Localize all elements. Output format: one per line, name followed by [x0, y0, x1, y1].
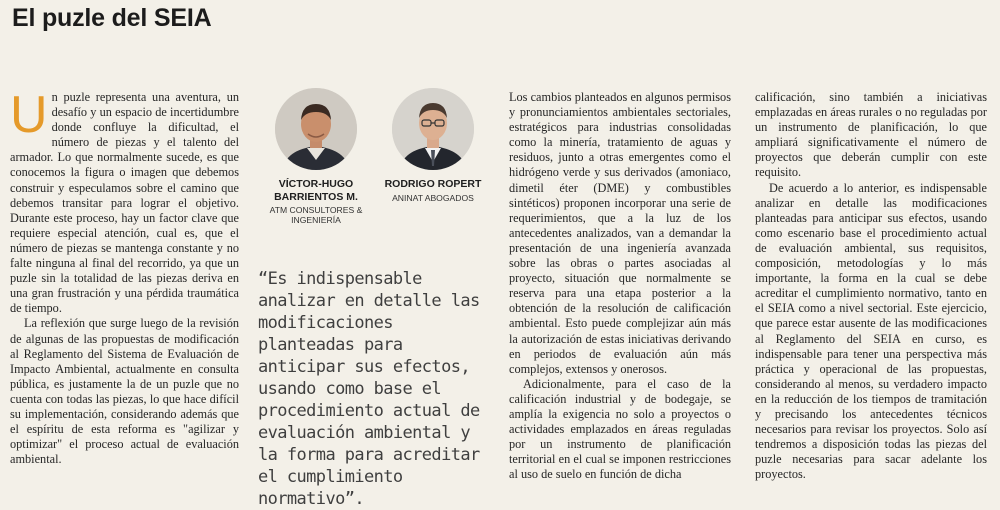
paragraph: La reflexión que surge luego de la revisión de algunas de las propuestas de modificación al Reglamento del Sistema de Evaluación de Impacto Ambiental, actualmente en consulta pública, es justamente la de un puzle que no cuenta con todas las piezas, lo que hace difícil su implementación, considerando además que el espíritu de esta reforma es "agilizar y optimizar" el proceso actual de evaluación ambiental. — [10, 316, 239, 467]
pull-quote: “Es indispensable analizar en detalle las modificaciones planteadas para anticipar sus efectos, usando como base el procedimiento actual de evaluación ambiental y la forma para acreditar el cumplimiento normativo”. — [258, 269, 480, 509]
paragraph: calificación, sino también a iniciativas emplazadas en áreas rurales o no reguladas por un instrumento de planificación, lo que ampliará significativamente el número de proyectos que deberán cumplir con este requisito. — [755, 90, 987, 180]
article-column-1 — [10, 86, 239, 467]
author-organization: ANINAT ABOGADOS — [392, 192, 474, 203]
author-photo-2 — [392, 88, 474, 170]
author-rodrigo-ropert — [378, 88, 488, 203]
paragraph: De acuerdo a lo anterior, es indispensable analizar en detalle las modificaciones planteadas para anticipar sus efectos, usando como escenario base el procedimiento actual de evaluación ambiental, sus requisitos, composición, metodologías y lo más importante, la forma en la cual se debe acreditar el cumplimiento normativo, tanto en el SEIA como a nivel sectorial. Este ejercicio, que parece estar ausente de las modificaciones al Reglamento del SEIA en curso, es indispensable para tener una perspectiva más práctica y operacional de las propuestas, considerando al menos, su verdadero impacto en la reducción de los tiempos de tramitación y precisando los antecedentes técnicos necesarios para revisar los proyectos. Solo así tendremos a disposición todas las piezas del puzle necesarias para sacar adelante los proyectos. — [755, 180, 987, 482]
paragraph: Adicionalmente, para el caso de la calificación industrial y de bodegaje, se amplía la exigencia no solo a proyectos o actividades emplazados en áreas reguladas por un instrumento de planificación territorial en el cual se imponen restricciones al uso de suelo en función de dicha — [509, 376, 731, 482]
author-name: VÍCTOR-HUGO BARRIENTOS M. — [274, 178, 358, 203]
paragraph: Un puzle representa una aventura, un desafío y un espacio de incertidumbre donde confluye la dificultad, el número de piezas y el talento del armador. Lo que normalmente sucede, es que conocemos la figura o imagen que debemos construir y especulamos sobre el camino que debemos transitar para lograr el objetivo. Durante este proceso, hay un factor clave que requiere especial atención, cual es, que el número de piezas se mantenga constante y no falte ninguna al final del recorrido, ya que un puzle sin la totalidad de las piezas deriva en una gran frustración y una pérdida traumática de tiempo. — [10, 86, 239, 316]
drop-cap: U — [10, 86, 48, 144]
article-title: El puzle del SEIA — [12, 4, 212, 32]
article-column-3 — [509, 90, 731, 482]
author-photo-1 — [275, 88, 357, 170]
author-victor-hugo — [261, 88, 371, 225]
author-organization: ATM CONSULTORES & INGENIERÍA — [269, 205, 363, 225]
paragraph: Los cambios planteados en algunos permisos y pronunciamientos ambientales sectoriales, estratégicos para industrias consolidadas como la minería, tratamiento de aguas y residuos, junto a otras emergentes como el hidrógeno verde y sus derivados (amoniaco, dimetil éter (DME) y combustibles sintéticos) proponen incorporar una serie de requerimientos, que a la luz de los antecedentes analizados, van a demandar la presentación de una ingeniería avanzada sobre las obras o partes asociadas al proyecto, situación que normalmente se reserva para una etapa posterior a la obtención de la resolución de calificación ambiental. Esto puede complejizar aún más la autorización de estas iniciativas derivando en periodos de evaluación aún más complejos, extensos y onerosos. — [509, 90, 731, 376]
author-name: RODRIGO ROPERT — [384, 178, 482, 190]
article-column-4 — [755, 90, 987, 482]
